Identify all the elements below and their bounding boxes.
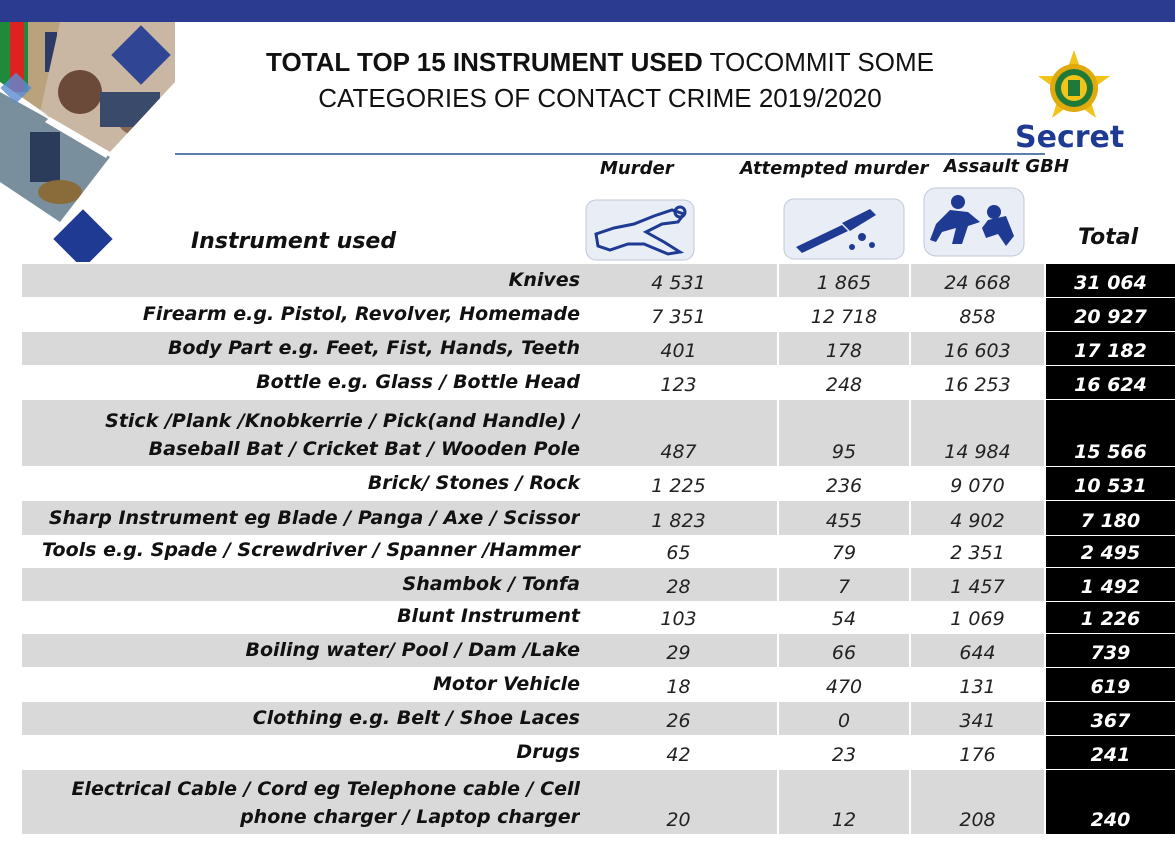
murder-value: 29 xyxy=(580,634,777,667)
table-row xyxy=(22,736,1175,769)
total-value: 1 226 xyxy=(1046,602,1175,633)
assault-value: 1 457 xyxy=(911,568,1044,601)
instrument-label-line: phone charger / Laptop charger xyxy=(240,806,580,828)
total-value: 240 xyxy=(1046,770,1175,834)
instrument-label xyxy=(22,736,580,769)
instrument-label-line: Electrical Cable / Cord eg Telephone cable / Cell xyxy=(71,778,580,800)
instrument-label-line: Body Part e.g. Feet, Fist, Hands, Teeth xyxy=(167,337,580,359)
total-value: 739 xyxy=(1046,634,1175,667)
total-value: 20 927 xyxy=(1046,298,1175,331)
assault-value: 16 253 xyxy=(944,374,1011,396)
assault-value: 341 xyxy=(911,702,1044,735)
top-banner-bar xyxy=(0,0,1175,22)
total-value: 241 xyxy=(1046,736,1175,769)
murder-value: 401 xyxy=(580,332,777,365)
assault-value: 4 902 xyxy=(911,501,1044,535)
instrument-label-line: Brick/ Stones / Rock xyxy=(367,472,580,494)
total-value: 17 182 xyxy=(1046,332,1175,365)
attempted-murder-value: 0 xyxy=(779,702,909,735)
assault-value: 24 668 xyxy=(911,264,1044,297)
total-value: 15 566 xyxy=(1046,400,1175,466)
instrument-label xyxy=(22,536,580,567)
instrument-label-line: Knives xyxy=(508,269,580,291)
instrument-label xyxy=(22,501,580,535)
instrument-label xyxy=(22,602,580,633)
attempted-murder-value: 12 718 xyxy=(810,306,878,328)
murder-value: 1 225 xyxy=(651,475,706,497)
table-row xyxy=(22,668,1175,701)
table-row xyxy=(22,264,1175,297)
total-value: 2 495 xyxy=(1046,536,1175,567)
assault-value: 131 xyxy=(959,676,996,698)
assault-value: 858 xyxy=(959,306,996,328)
classification-label: Secret xyxy=(1015,120,1125,155)
table-row xyxy=(22,602,1175,633)
attempted-murder-value: 66 xyxy=(779,634,909,667)
attempted-murder-column-header: Attempted murder xyxy=(740,158,929,179)
murder-value: 123 xyxy=(660,374,697,396)
attempted-murder-value: 470 xyxy=(825,676,863,698)
instrument-column-header: Instrument used xyxy=(191,229,397,254)
table-row xyxy=(22,702,1175,735)
instrument-label xyxy=(22,568,580,601)
title-bold: TOTAL TOP 15 INSTRUMENT USED xyxy=(266,47,703,77)
assault-column-header: Assault GBH xyxy=(944,156,1069,177)
body-outline-icon xyxy=(584,198,696,262)
instrument-label-line: Stick /Plank /Knobkerrie / Pick(and Handle) / xyxy=(105,410,580,432)
total-value: 10 531 xyxy=(1046,467,1175,500)
instrument-label-line: Shambok / Tonfa xyxy=(402,573,580,595)
murder-value: 42 xyxy=(666,744,691,766)
attempted-murder-value: 79 xyxy=(831,542,857,564)
attempted-murder-value: 12 xyxy=(779,770,909,834)
instrument-label-line: Firearm e.g. Pistol, Revolver, Homemade xyxy=(142,303,580,325)
murder-value: 65 xyxy=(666,542,691,564)
instrument-label xyxy=(22,702,580,735)
murder-value: 28 xyxy=(580,568,777,601)
instrument-label xyxy=(22,668,580,701)
saps-badge-icon xyxy=(1030,48,1130,128)
attempted-murder-value: 236 xyxy=(825,475,863,497)
table-row xyxy=(22,770,1175,834)
instrument-label xyxy=(22,634,580,667)
instrument-label-line: Boiling water/ Pool / Dam /Lake xyxy=(245,639,580,661)
instrument-label xyxy=(22,332,580,365)
instrument-label-line: Blunt Instrument xyxy=(397,605,580,627)
photo-collage xyxy=(0,22,175,262)
table-row xyxy=(22,501,1175,535)
total-value: 367 xyxy=(1046,702,1175,735)
title-rest: TOCOMMIT SOME xyxy=(702,47,934,77)
table-row xyxy=(22,298,1175,331)
total-column-header: Total xyxy=(1078,225,1139,250)
instrument-label xyxy=(22,770,580,834)
murder-value: 487 xyxy=(580,400,777,466)
table-row xyxy=(22,568,1175,601)
table-row xyxy=(22,536,1175,567)
title-line2: CATEGORIES OF CONTACT CRIME 2019/2020 xyxy=(318,83,882,113)
murder-value: 26 xyxy=(580,702,777,735)
instrument-label xyxy=(22,298,580,331)
assault-value: 14 984 xyxy=(911,400,1044,466)
total-value: 619 xyxy=(1046,668,1175,701)
table-row xyxy=(22,400,1175,466)
murder-column-header: Murder xyxy=(600,158,674,179)
murder-value: 7 351 xyxy=(651,306,706,328)
assault-value: 9 070 xyxy=(950,475,1005,497)
instrument-label-line: Bottle e.g. Glass / Bottle Head xyxy=(256,371,580,393)
total-value: 1 492 xyxy=(1046,568,1175,601)
murder-value: 20 xyxy=(580,770,777,834)
instrument-label xyxy=(22,400,580,466)
instrument-label-line: Baseball Bat / Cricket Bat / Wooden Pole xyxy=(148,438,580,460)
instrument-label xyxy=(22,467,580,500)
instrument-label-line: Drugs xyxy=(516,741,580,763)
attempted-murder-value: 455 xyxy=(779,501,909,535)
table-row xyxy=(22,332,1175,365)
attempted-murder-value: 1 865 xyxy=(779,264,909,297)
instrument-label-line: Clothing e.g. Belt / Shoe Laces xyxy=(252,707,580,729)
murder-value: 4 531 xyxy=(580,264,777,297)
assault-value: 644 xyxy=(911,634,1044,667)
instrument-label-line: Tools e.g. Spade / Screwdriver / Spanner /Hammer xyxy=(42,539,580,561)
attempted-murder-value: 23 xyxy=(831,744,857,766)
total-value: 16 624 xyxy=(1046,366,1175,399)
assault-value: 208 xyxy=(911,770,1044,834)
assault-value: 2 351 xyxy=(950,542,1005,564)
total-value: 31 064 xyxy=(1046,264,1175,297)
attempted-murder-value: 178 xyxy=(779,332,909,365)
instrument-label xyxy=(22,264,580,297)
attempted-murder-value: 54 xyxy=(831,608,857,630)
table-row xyxy=(22,467,1175,500)
murder-value: 103 xyxy=(660,608,697,630)
title-underline xyxy=(175,153,1045,155)
attempted-murder-value: 248 xyxy=(825,374,863,396)
murder-value: 18 xyxy=(666,676,691,698)
instrument-label xyxy=(22,366,580,399)
page-title xyxy=(200,44,1000,116)
total-value: 7 180 xyxy=(1046,501,1175,535)
attempted-murder-value: 95 xyxy=(779,400,909,466)
instrument-label-line: Sharp Instrument eg Blade / Panga / Axe / Scissor xyxy=(48,507,580,529)
assault-value: 16 603 xyxy=(911,332,1044,365)
assault-value: 1 069 xyxy=(950,608,1005,630)
knife-blood-icon xyxy=(782,197,906,261)
fighting-figures-icon xyxy=(922,186,1026,258)
attempted-murder-value: 7 xyxy=(779,568,909,601)
assault-value: 176 xyxy=(959,744,996,766)
murder-value: 1 823 xyxy=(580,501,777,535)
table-row xyxy=(22,634,1175,667)
instrument-label-line: Motor Vehicle xyxy=(433,673,580,695)
table-row xyxy=(22,366,1175,399)
